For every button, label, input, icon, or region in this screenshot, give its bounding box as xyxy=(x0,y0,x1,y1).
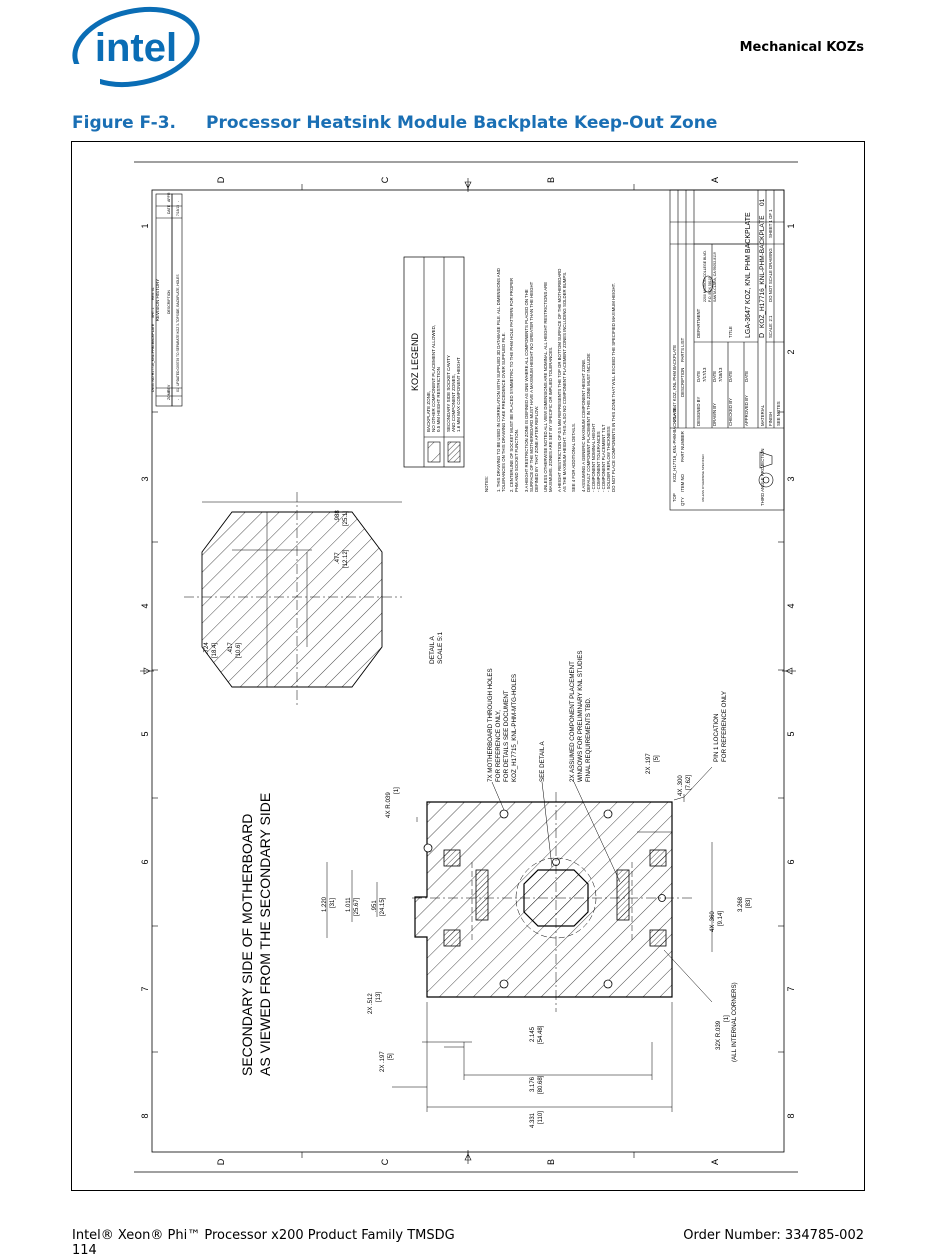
dim-1220-mm: [31] xyxy=(330,897,336,908)
zone-a-bottom: A xyxy=(710,1158,720,1166)
callout-holes-3: FOR DETAILS SEE DOCUMENT xyxy=(503,690,510,782)
callout-pin1-2: FOR REFERENCE ONLY xyxy=(721,690,728,762)
tb-approved-by: APPROVED BY xyxy=(744,395,749,426)
dim-360-mm: [9.14] xyxy=(718,910,724,926)
tb-disclaimer: UNLESS OTHERWISE SPECIFIED xyxy=(701,454,705,502)
tb-item-no: ITEM NO xyxy=(680,474,685,492)
note-line-16: - COMPONENT TOLERANCES xyxy=(596,431,601,492)
mechanical-drawing xyxy=(72,142,864,1190)
callout-holes-1: 7X MOTHERBOARD THROUGH HOLES xyxy=(487,668,494,782)
note-line-4: PHM AND SOCKET FUNCTION. xyxy=(514,429,519,492)
note-line-13: 4 ASSUMING A GENERIC MAXIMUM COMPONENT HEIGHT ZONE. xyxy=(581,358,586,492)
section-title: Mechanical KOZs xyxy=(739,40,864,55)
tb-address-2: P.O. BOX 58119 xyxy=(708,276,712,302)
revision-col-appr: APPR xyxy=(167,192,171,202)
note-line-11: AS THE MAXIMUM HEIGHT. THIS ALSO NO COMPONENT PLACEMENT ZONES INCLUDING SOLDER BUMPS. xyxy=(562,271,567,492)
dim-988: .988 xyxy=(335,510,341,522)
zone-6-right: 6 xyxy=(786,859,796,865)
revision-col-date: DATE xyxy=(167,204,171,214)
zone-c-top: C xyxy=(380,176,390,184)
dim-1220: 1.220 xyxy=(322,896,328,912)
koz-legend-row2-b: AND COMPONENT ZONES, xyxy=(451,374,456,432)
tb-date-label-4: DATE xyxy=(744,370,749,382)
tb-top: TOP xyxy=(672,493,677,502)
tb-part1: KOZ_H17716_KNL-PHM-BACKPLATE xyxy=(672,407,677,482)
revision-row-rev: 01 xyxy=(176,388,180,392)
zone-4-left: 4 xyxy=(140,603,150,609)
tb-third-angle: THIRD ANGLE PROJECTION xyxy=(760,448,765,506)
note-line-12: SEE 4 FOR ADDITIONAL DETAILS. xyxy=(571,422,576,492)
dim-951: .951 xyxy=(372,900,378,912)
footer-order-number: Order Number: 334785-002 xyxy=(683,1228,864,1243)
koz-legend-row1-b: NO OTHER COMPONENT PLACEMENT ALLOWED, xyxy=(431,324,436,432)
dim-4331-mm: [110] xyxy=(538,1111,544,1124)
dim-300: 4X .300 xyxy=(678,775,684,796)
note-line-6: SURFACE OF THE MOTHERBOARD MUST HAVE A MAXIMUM HEIGHT NO GREATER THAN THE HEIGHT xyxy=(529,281,534,492)
note-line-7: DEFINED BY THAT ZONE AFTER REFLOW. xyxy=(534,405,539,492)
koz-legend-row2-a: SECONDARY SIDE SOCKET CAVITY xyxy=(446,355,451,432)
dim-724: .724 xyxy=(204,642,210,654)
dim-3176: 3.176 xyxy=(530,1076,536,1092)
tb-address-3: SANTA CLARA, CA 95052-8119 xyxy=(713,252,717,302)
zone-7-left: 7 xyxy=(140,986,150,992)
zone-3-right: 3 xyxy=(786,476,796,482)
zone-7-right: 7 xyxy=(786,986,796,992)
logo-text: intel xyxy=(94,26,178,70)
tb-address-1: 2200 MISSION COLLEGE BLVD. xyxy=(703,250,707,302)
tb-date-2: 7/18/13 xyxy=(718,367,723,382)
dim-197a: 2X .197 xyxy=(380,1051,386,1072)
zone-c-bottom: C xyxy=(380,1158,390,1166)
dim-4331: 4.331 xyxy=(530,1112,536,1128)
callout-pin1-1: PIN 1 LOCATION xyxy=(713,713,720,762)
zone-1-left: 1 xyxy=(140,223,150,229)
dim-3268: 3.268 xyxy=(738,896,744,912)
tb-department: DEPARTMENT xyxy=(696,308,701,338)
revision-row-desc: UPDATED G90739 TO SEPARATE KOZ 3-TOPSIDE, BACKPLATE, HOLES xyxy=(176,274,180,386)
note-line-10: A HEIGHT RESTRICTION OF 0.5 MM REPRESENTS THE TOP OR BOTTOM SURFACE OF THE MOTHERBOARD xyxy=(557,268,562,492)
tb-parts-list: PARTS LIST xyxy=(680,337,685,362)
tb-part-number: PART NUMBER xyxy=(680,431,685,462)
tb-description: DESCRIPTION xyxy=(680,367,685,397)
tb-qty: QTY xyxy=(680,497,685,506)
callout-r4x-1: 4X R.039 xyxy=(385,792,392,818)
callout-corners-2: [1] xyxy=(723,1015,730,1022)
dim-1011: 1.011 xyxy=(346,897,352,912)
note-line-8: UNLESS OTHERWISE NOTED ALL VIEW DIMENSIONS ARE NOMINAL. ALL HEIGHT RESTRICTIONS ARE xyxy=(543,281,548,492)
intel-logo xyxy=(70,4,202,90)
dim-3268-mm: [83] xyxy=(746,897,752,908)
note-line-9: MAXIMUMS. ZONES ARE SET BY SPECIFIC OR IMPLIED TOLERANCES. xyxy=(548,346,553,492)
zone-5-left: 5 xyxy=(140,731,150,737)
note-line-5: 3 A HEIGHT RESTRICTION ZONE IS DEFINED AS ONE WHERE ALL COMPONENTS PLACED ON THE xyxy=(524,289,529,492)
dim-951-mm: [24.15] xyxy=(380,897,386,916)
tb-scale: SCALE: 2:1 xyxy=(768,315,773,338)
note-line-2: TOLERANCES ON THIS DRAWING TAKE PRECEDENCE OVER SUPPLIED FILE. xyxy=(501,332,506,492)
main-title-line1: SECONDARY SIDE OF MOTHERBOARD xyxy=(239,813,255,1076)
zone-d-top: D xyxy=(216,176,226,184)
revision-dwg-no: DWG. NO H17716_KNL-PHM-BACKPLATE xyxy=(151,323,155,392)
dim-724-mm: [18.4] xyxy=(212,642,218,658)
callout-windows-3: FINAL REQUIREMENTS TBD. xyxy=(585,697,592,782)
zone-5-right: 5 xyxy=(786,731,796,737)
koz-legend-row1-a: BACKPLATE ZONE, xyxy=(426,390,431,432)
koz-legend xyxy=(404,257,464,467)
revision-row-date: 7/18/13 xyxy=(176,205,180,216)
tb-checked-by: CHECKED BY xyxy=(728,398,733,426)
zone-6-left: 6 xyxy=(140,859,150,865)
revision-col-desc: DESCRIPTION xyxy=(167,290,171,314)
zone-1-right: 1 xyxy=(786,223,796,229)
dim-3176-mm: [80.68] xyxy=(538,1075,544,1094)
footer-product xyxy=(72,1228,455,1258)
koz-legend-row2-c: 1.6 MM MAX COMPONENT HEIGHT xyxy=(456,357,461,432)
backplate-outline xyxy=(412,792,692,1012)
zone-8-left: 8 xyxy=(140,1113,150,1119)
tb-date-1: 7/17/13 xyxy=(702,367,707,382)
dim-360: 4X .360 xyxy=(710,911,716,932)
notes xyxy=(484,268,616,492)
revision-row-zone: - xyxy=(176,398,180,400)
callout-windows-2: WINDOWS FOR PRELIMINARY KNL STUDIES xyxy=(577,650,584,782)
callout-holes-4: KOZ_H17715_KNL-PHM-MTG-HOLES xyxy=(511,674,518,782)
footer-product-text: Intel® Xeon® Phi™ Processor x200 Product Family TMSDG xyxy=(72,1228,455,1243)
main-title xyxy=(239,793,273,1076)
dim-197b-mm: [5] xyxy=(654,755,660,762)
dim-477-mm: [12.12] xyxy=(343,549,349,568)
callout-see-detail: SEE DETAIL A xyxy=(539,741,546,782)
callout-corners-1: 32X R.039 xyxy=(715,1020,722,1050)
revision-history-block xyxy=(151,192,182,406)
callout-r4x-2: [1] xyxy=(393,787,400,794)
detail-scale: SCALE 5:1 xyxy=(437,631,444,664)
dim-2145: 2.145 xyxy=(530,1026,536,1042)
zone-4-right: 4 xyxy=(786,603,796,609)
tb-rev: 01 xyxy=(759,198,766,206)
dim-197a-mm: [5] xyxy=(388,1053,394,1060)
notes-title: NOTES: xyxy=(484,476,489,492)
figure-number: Figure F-3. xyxy=(72,113,176,133)
callout-corners-3: (ALL INTERNAL CORNERS) xyxy=(731,982,738,1062)
note-line-15: - COMPONENT NOMINAL HEIGHT xyxy=(591,423,596,492)
title-block xyxy=(670,190,784,510)
dim-417: .417 xyxy=(228,642,234,654)
tb-drawn-by: DRAWN BY xyxy=(712,403,717,426)
zone-d-bottom: D xyxy=(216,1158,226,1166)
revision-col-rev: REV xyxy=(167,384,171,392)
callout-holes-2: FOR REFERENCE ONLY, xyxy=(495,710,502,782)
revision-sht: SHT. 1 xyxy=(151,307,155,318)
figure-caption xyxy=(72,113,717,133)
detail-a xyxy=(184,492,444,707)
tb-part2: LGA-3647 KOZ, KNL PHM BACKPLATE xyxy=(672,344,677,422)
tb-material: MATERIAL xyxy=(760,404,765,426)
dim-988-mm: [25.1] xyxy=(343,510,349,526)
detail-label: DETAIL A xyxy=(429,636,436,664)
note-line-3: 2. CENTERLINE OF SOCKET MUST BE PLACED SYMMETRIC TO THE PHM HOLE PATTERN FOR PROPER xyxy=(509,277,514,492)
tb-date-label-2: DATE xyxy=(712,370,717,382)
koz-legend-title: KOZ LEGEND xyxy=(410,332,420,392)
figure-title: Processor Heatsink Module Backplate Keep-Out Zone xyxy=(205,113,718,133)
title-block-text xyxy=(672,198,781,506)
zone-b-bottom: B xyxy=(546,1158,556,1166)
revision-header: REVISION HISTORY xyxy=(155,278,160,322)
tb-finish: FINISH xyxy=(768,411,773,426)
callout-windows-1: 2X ASSUMED COMPONENT PLACEMENT xyxy=(569,661,576,782)
tb-date-label-1: DATE xyxy=(696,370,701,382)
note-line-19: DO NOT PLACE COMPONENTS IN THIS ZONE THAT WILL EXCEED THE SPECIFIED MAXIMUM HEIGHT. xyxy=(611,283,616,492)
tb-sheet: SHEET 1 OF 1 xyxy=(768,209,773,238)
tb-see-notes: SEE NOTES xyxy=(776,401,781,426)
dim-2145-mm: [54.48] xyxy=(538,1025,544,1044)
koz-legend-row1-c: 0.5 MM HEIGHT RESTRICTION xyxy=(436,367,441,432)
note-line-18: - SOLDER REFLOW THICKNESS xyxy=(606,426,611,492)
zone-b-top: B xyxy=(546,176,556,184)
dim-300-mm: [7.62] xyxy=(686,774,692,790)
tb-designed-by: DESIGNED BY xyxy=(696,396,701,426)
tb-drawing-number: KOZ_H17716_KNL-PHM-BACKPLATE xyxy=(759,215,766,328)
note-line-1: 1. THIS DRAWING TO BE USED IN CORRELATION WITH SUPPLIED 3D DATABASE FILE. ALL DIMENSIONS AND xyxy=(496,268,501,492)
dim-1011-mm: [25.67] xyxy=(354,897,360,916)
zone-a-top: A xyxy=(710,176,720,184)
tb-date-label-3: DATE xyxy=(728,370,733,382)
note-line-17: - COMPONENT PLACEMENT TILT xyxy=(601,424,606,492)
tb-title: LGA-3647 KOZ, KNL PHM BACKPLATE xyxy=(745,212,752,338)
revision-rev: REV. 01 xyxy=(151,287,155,300)
zone-2-right: 2 xyxy=(786,349,796,355)
zone-3-left: 3 xyxy=(140,476,150,482)
revision-col-zone: ZONE xyxy=(167,390,171,400)
main-title-line2: AS VIEWED FROM THE SECONDARY SIDE xyxy=(257,792,273,1076)
dim-417-mm: [10.6] xyxy=(236,642,242,658)
tb-do-not-scale: DO NOT SCALE DRAWING xyxy=(768,248,773,302)
footer-page-number: 114 xyxy=(72,1243,97,1258)
dim-477: .477 xyxy=(335,552,341,564)
dim-197b: 2X .197 xyxy=(646,753,652,774)
tb-size: D xyxy=(759,332,766,338)
revision-row-appr: - xyxy=(176,200,180,202)
tb-title-label: TITLE xyxy=(728,326,733,338)
zone-8-right: 8 xyxy=(786,1113,796,1119)
dim-512: 2X .512 xyxy=(368,993,374,1014)
dim-512-mm: [13] xyxy=(376,991,382,1002)
note-line-14: DEFAULT COMPONENT PLACEMENT IN THIS ZONE MUST INCLUDE: xyxy=(586,352,591,492)
